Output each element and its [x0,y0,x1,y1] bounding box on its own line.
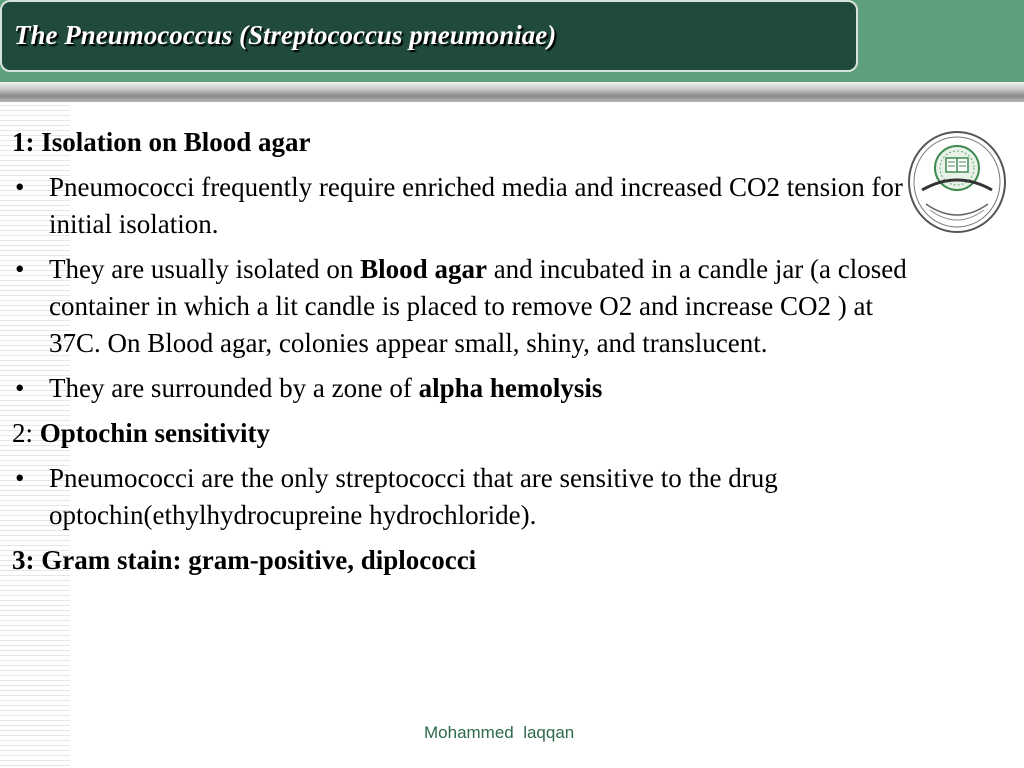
bullet-item [12,370,912,407]
footer-author: Mohammed laqqan [424,723,575,742]
bullet-item [12,251,912,362]
islamic-university-seal-icon [906,130,1008,234]
section-number: 2: [12,418,40,448]
bullet-icon: • [15,254,25,284]
bullet-icon: • [15,172,25,202]
section-heading-optochin [12,415,912,452]
bullet-item [12,169,912,243]
bullet-text: Pneumococci are the only streptococci that are sensitive to the drug optochin(ethylhydrocupreine hydrochloride). [49,463,778,530]
bullet-text: Pneumococci frequently require enriched media and increased CO2 tension for initial isolation. [49,172,903,239]
slide-title: The Pneumococcus (Streptococcus pneumoniae) [14,20,557,50]
section-heading-isolation: 1: Isolation on Blood agar [12,127,311,157]
bullet-bold-text: alpha hemolysis [418,373,603,403]
title-box [0,0,858,72]
bullet-icon: • [15,463,25,493]
bullet-text: and incubated in a candle jar (a closed container in which a lit candle is placed to remove O2 and increase CO2 ) at 37C. On Blood agar, colonies appear small, shiny, and translucent. [49,254,907,358]
bullet-text: They are usually isolated on [49,254,361,284]
header-divider-bar [0,82,1024,102]
section-heading-text: Optochin sensitivity [39,418,271,448]
bullet-item [12,460,912,534]
bullet-text: They are surrounded by a zone of [49,373,419,403]
section-heading-gram-stain: 3: Gram stain: gram-positive, diplococci [12,545,477,575]
slide-body [12,124,912,587]
bullet-bold-text: Blood agar [360,254,487,284]
bullet-icon: • [15,373,25,403]
